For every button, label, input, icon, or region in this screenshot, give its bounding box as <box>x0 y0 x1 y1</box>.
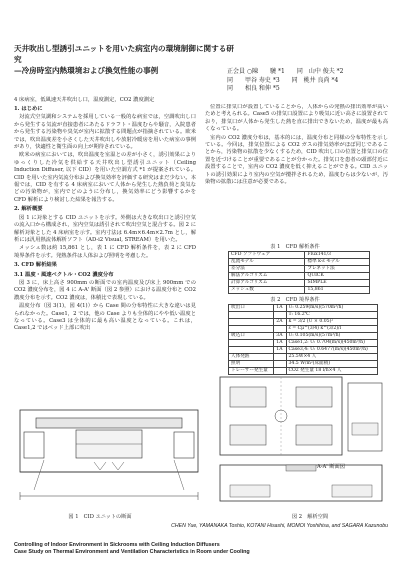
table-row <box>229 252 370 259</box>
table-row <box>229 319 378 326</box>
table-cell: ε = Cμ^(3/4) k^(3/2)/l <box>286 326 378 333</box>
table-cell: T: 16.2℃ <box>286 312 378 319</box>
table-row <box>229 326 378 333</box>
paragraph: 欧米の病室においては，吹出温度を室温との差が小さく，誘引効果によりゆっくりした冷気を供給する天井吹出し型誘引ユニット（Ceiling Induction Diffuser, 以下 CID）を用いた空調方式 *1 が提案されている。CID を用いた室内気流分布および換気効率を評価する研究はまだ少ない。本報では，CID を有する 4 床病室において人体から発生した熱負荷と臭気などの汚染物が，室内でどのように分布し，換気効率にどう影響するかを CFD 解析により検討した結果を報告する。 <box>14 152 196 203</box>
paragraph: 位置に排気口が設置していることから，人体からの発熱の排出効率が高いためと考えられる。Case5 の排気口設置により吸気に近い高さに設置されており，排気口が人体から発生した熱を直に排出できないため，温度が最も高くなっている。 <box>205 104 388 133</box>
author-line: 同 相良 和伸 *5 <box>227 85 280 92</box>
section-heading: 1. はじめに <box>14 106 43 112</box>
paragraph: 温度分布（図 3(1)，図 4(1)）から Case 間の分布特性に大きな違いは見られなかった。Case1，2 では，他の Case よりも全体的にやや低い温度となっている。Case3 は全体的に最も高い温度となっている。これは，Case1,2 ではベッド上部に吹出 <box>14 303 196 332</box>
table-cell: 照明 <box>229 361 274 368</box>
table-cell <box>274 326 286 333</box>
author-line: 同 甲谷 寿史 *3 同 桃井 良尚 *4 <box>227 76 339 84</box>
table-cell: 25.5W×4 人 <box>286 354 378 361</box>
table-row <box>229 312 378 319</box>
table-cell <box>229 312 274 319</box>
title-line-2: —冷房時室内熱環境および換気性能の事例 <box>14 66 159 75</box>
author-list <box>227 68 392 94</box>
table2-caption: 表 2 CFD 境界条件 <box>270 297 320 303</box>
table-cell: 1A <box>274 340 286 347</box>
section-heading: 2. 解析概要 <box>14 206 43 213</box>
table-row <box>229 273 370 280</box>
table-cell: 2A <box>274 319 286 326</box>
title-line-1: 天井吹出し型誘引ユニットを用いた病室内の環境制御に関する研究 <box>14 44 234 64</box>
table-cell: SIMPLE <box>305 280 370 287</box>
table-cell: 15,861 <box>305 287 370 294</box>
table-row <box>229 266 370 273</box>
table-row <box>229 280 370 287</box>
paragraph: 図 1 に対象とする CID ユニットを示す。外側は大きな吹出口と誘引空気の流入口から構成され，室内空気は誘引されて吹出空気と混合する。図 2 に解析対象とした 4 床病室を示す。室内寸法は 6.4m×6.4m×2.7m とし，解析には汎用熱流体解析ソフト（AD-i2 Visual, STREAM）を用いた。 <box>14 214 196 243</box>
english-title-line-2: Case Study on Thermal Environment and Ventilation Characteristics in Room under Cooling <box>14 549 250 556</box>
left-column <box>14 104 196 334</box>
table-cell: 解法アルゴリズム <box>229 273 305 280</box>
english-title-line-1: Controlling of Indoor Environment in Sickrooms with Ceiling Induction Diffusers <box>14 542 220 548</box>
table-cell: Case1,2: U: 0.704(m/s)(450m³/h) <box>286 340 378 347</box>
fig2-caption: 図 2 解析空間 <box>291 514 329 520</box>
table-cell <box>274 354 286 361</box>
table-cell: 吸込口 <box>229 333 274 340</box>
table-cell: プレネット法 <box>305 266 370 273</box>
table-cell: 差分法 <box>229 266 305 273</box>
english-title <box>14 542 374 557</box>
table-cell <box>229 319 274 326</box>
table-cell: 3A <box>274 333 286 340</box>
paragraph: 図 3 に，床上高さ 900mm の断面での室内温度及び床上 900mm での CO2 濃度分布を，図 4 に A-A' 断面（図 2 参照）における温度分布と CO2 濃度分布を示す。CO2 濃度は，体積比で表現している。 <box>14 279 196 301</box>
table-row <box>229 354 378 361</box>
table1-caption: 表 1 CFD 解析条件 <box>270 244 320 250</box>
table-cell: CFD ソフトウェア <box>229 252 305 259</box>
fig1-caption: 図 1 CID ユニットの断面 <box>68 514 132 520</box>
subsection-heading: 3.1 温度・風速ベクトル・CO2 濃度分布 <box>14 271 114 278</box>
table-cell: 人体発熱 <box>229 354 274 361</box>
table-cell: トレーサー発生量 <box>229 368 274 375</box>
english-authors: CHEN Yue, YAMANAKA Toshio, KOTANI Hisashi, MOMOI Yoshihisa, and SAGARA Kazunobu <box>171 523 388 529</box>
paper-title <box>14 43 234 76</box>
table-cell: 1A <box>274 347 286 354</box>
table-cell: 計算アルゴリズム <box>229 280 305 287</box>
table1 <box>228 251 370 294</box>
table-cell <box>229 340 274 347</box>
cid-unit-diagram <box>14 404 204 510</box>
table-cell: Flux141/3 <box>305 252 370 259</box>
paragraph: 対流式空気調和システムを採用している一般的な病室では，空調吹出し口から発生する気流が直接患者にあたるドラフト・温度むらや騒音，入院患者から発生する汚染物や臭気が室内に拡散する問題点が指摘されている。欧米では，吹出温度差を小さくした天井吹出しや放射冷暖房を用いた病室の事例があり，快適性と衛生面の向上が期待されている。 <box>14 114 196 151</box>
table-cell: k = 3/2 (U × 0.05)² <box>286 319 378 326</box>
table2 <box>228 304 378 375</box>
table-cell: Case3,4: U: 0.6477(m/s)(450m³/h) <box>286 347 378 354</box>
table-row <box>229 347 378 354</box>
table-cell <box>229 347 274 354</box>
table-cell: 1A <box>274 305 286 312</box>
table-cell: 標準 k-ε モデル <box>305 259 370 266</box>
paragraph: 室内の CO2 濃度分布は，基本的には，温度分布と同様の分布特性を示している。今回は，排気位置による CO2 ガスの排気効率がほぼ同じであることから，汚染物の拡散を少なくするため，CID 吹出し口の位置と排気口の位置を近づけることが重要であることが分かった。排気口を患者の頭部付近に設置することで，室内の CO2 濃度を低く抑えることができる。CID ユニットの誘引効果により室内の空気が攪拌されるため，温度むらは少ないが，汚染物の拡散には注意が必要である。 <box>205 134 388 186</box>
right-column <box>205 104 388 241</box>
table-row <box>229 361 378 368</box>
table-cell <box>229 326 274 333</box>
table-row <box>229 340 378 347</box>
section-heading: 3. CFD 解析結果 <box>14 262 57 269</box>
table-cell: 34.5 W/m²(床面積) <box>286 361 378 368</box>
table-cell: メッシュ数 <box>229 287 305 294</box>
table-cell: 吹出口 <box>229 305 274 312</box>
author-line: 正会員 ○陳 驍 *1 同 山中 俊夫 *2 <box>227 68 344 75</box>
table-cell: U: 0.105(m/s)(57m³/h) <box>286 333 378 340</box>
table-cell: CO2 発生量 18 l/h×4 人 <box>286 368 378 375</box>
table-cell: U: 0.259(m/s)(570m³/h) <box>286 305 378 312</box>
table-cell <box>274 361 286 368</box>
keywords: 4 床病室，低風速天井吹出し口，温度測定，CO2 濃度測定 <box>14 97 155 103</box>
room-plan-diagram <box>216 373 386 511</box>
table-cell: QUICK <box>305 273 370 280</box>
paragraph: メッシュ数は約 15,861 とし，表 1 に CFD 解析条件を，表 2 に CFD 境界条件を示す。発熱条件は人体および照明を考慮した。 <box>14 245 196 259</box>
table-row <box>229 305 378 312</box>
table-cell <box>274 312 286 319</box>
section-label: A-A' 断面図 <box>317 464 345 470</box>
table-row <box>229 333 378 340</box>
table-cell: 乱流モデル <box>229 259 305 266</box>
table-row <box>229 259 370 266</box>
table-row <box>229 287 370 294</box>
